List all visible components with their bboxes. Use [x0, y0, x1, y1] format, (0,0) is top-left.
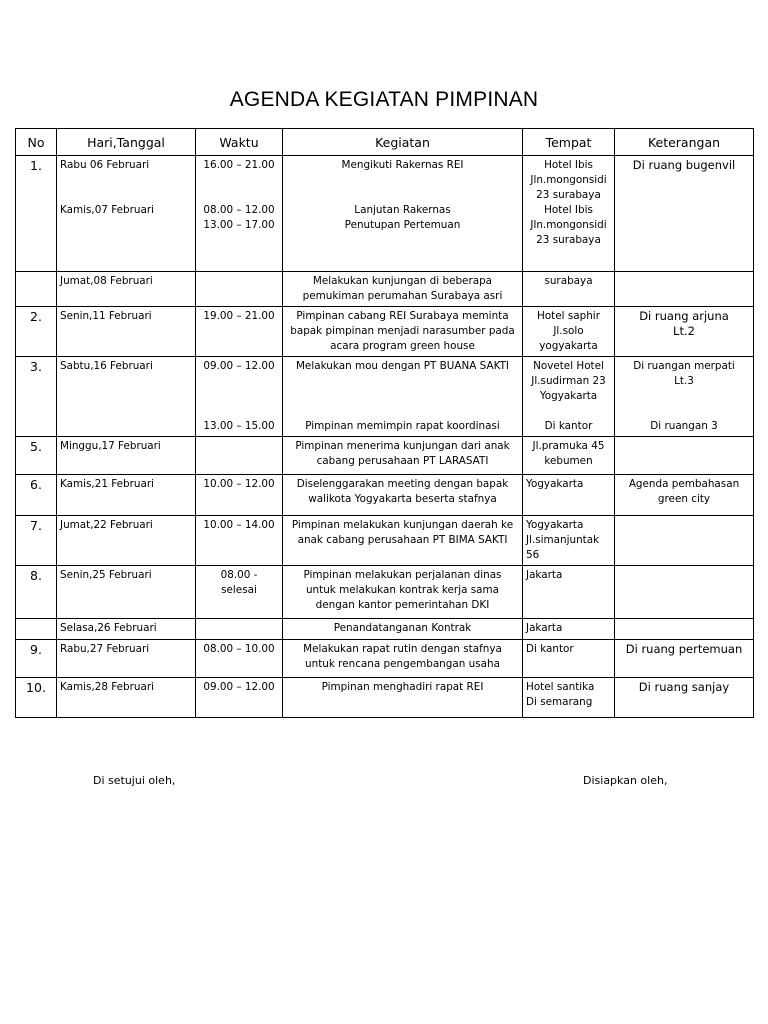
table-row [16, 357, 754, 437]
cell-line [286, 404, 519, 419]
table-row [16, 566, 754, 619]
cell-kegiatan [283, 678, 523, 718]
cell-line: Sabtu,16 Februari [60, 360, 153, 372]
cell-kegiatan [283, 156, 523, 272]
cell-line: 08.00 – 12.00 [203, 204, 275, 216]
cell-waktu [196, 566, 283, 619]
cell-line: Yogyakarta [526, 519, 584, 531]
cell-line: Pimpinan menerima kunjungan dari anak [295, 440, 510, 452]
cell-waktu [196, 516, 283, 566]
cell-line: Di kantor [526, 643, 574, 655]
cell-line [199, 374, 279, 389]
cell-line: Lt.3 [674, 375, 694, 387]
cell-hari-tanggal [57, 437, 196, 475]
cell-line: acara program green house [330, 340, 475, 352]
table-row [16, 640, 754, 678]
header-tempat: Tempat [523, 129, 615, 156]
cell-no: 3. [16, 357, 57, 437]
cell-hari-tanggal [57, 640, 196, 678]
cell-line: Senin,11 Februari [60, 310, 152, 322]
cell-line: Penandatanganan Kontrak [333, 622, 472, 634]
cell-line: 23 surabaya [536, 234, 601, 246]
cell-line: Pimpinan cabang REI Surabaya meminta [296, 310, 509, 322]
cell-line: Pimpinan melakukan kunjungan daerah ke [291, 519, 514, 531]
cell-kegiatan [283, 516, 523, 566]
cell-hari-tanggal [57, 566, 196, 619]
cell-line: Kamis,28 Februari [60, 681, 155, 693]
cell-kegiatan [283, 566, 523, 619]
cell-line: Di ruang arjuna [639, 309, 729, 323]
cell-tempat [523, 566, 615, 619]
cell-line: Lt.2 [673, 324, 695, 338]
cell-line: Di ruangan 3 [650, 420, 718, 432]
cell-tempat [523, 678, 615, 718]
cell-line: 08.00 – 10.00 [203, 643, 275, 655]
cell-line: 13.00 – 17.00 [203, 219, 275, 231]
cell-line: Melakukan kunjungan di beberapa [312, 275, 493, 287]
cell-line: 09.00 – 12.00 [203, 681, 275, 693]
cell-kegiatan [283, 307, 523, 357]
cell-line: Melakukan mou dengan PT BUANA SAKTI [295, 360, 510, 372]
cell-line: yogyakarta [539, 340, 598, 352]
cell-line: pemukiman perumahan Surabaya asri [302, 290, 503, 302]
cell-no: 1. [16, 156, 57, 272]
cell-line: Jakarta [526, 569, 563, 581]
cell-line: Jln.mongonsidi [530, 219, 607, 231]
cell-kegiatan [283, 640, 523, 678]
cell-no: 8. [16, 566, 57, 619]
cell-line: Melakukan rapat rutin dengan stafnya [303, 643, 502, 655]
cell-line [286, 389, 519, 404]
table-row [16, 475, 754, 516]
cell-line [526, 404, 611, 419]
cell-line: Yogyakarta [526, 478, 584, 490]
table-row [16, 516, 754, 566]
cell-line: Jumat,08 Februari [60, 275, 153, 287]
cell-waktu [196, 307, 283, 357]
cell-tempat [523, 640, 615, 678]
cell-waktu [196, 678, 283, 718]
cell-hari-tanggal [57, 272, 196, 307]
cell-hari-tanggal [57, 516, 196, 566]
cell-hari-tanggal [57, 307, 196, 357]
cell-line: Kamis,21 Februari [60, 478, 155, 490]
cell-waktu [196, 357, 283, 437]
cell-line: Di ruang sanjay [638, 680, 730, 694]
cell-line: 09.00 – 12.00 [203, 360, 275, 372]
cell-line: green city [657, 493, 711, 505]
cell-line: 10.00 – 14.00 [203, 519, 275, 531]
cell-line: Jln.mongonsidi [530, 174, 607, 186]
cell-line: Hotel Ibis [544, 204, 593, 216]
cell-line: Penutupan Pertemuan [344, 219, 461, 231]
cell-no: 10. [16, 678, 57, 718]
cell-kegiatan [283, 475, 523, 516]
cell-line: Novetel Hotel [533, 360, 604, 372]
cell-line: 08.00 - [220, 569, 258, 581]
cell-line: Hotel Ibis [544, 159, 593, 171]
cell-no: 9. [16, 640, 57, 678]
header-kegiatan: Kegiatan [283, 129, 523, 156]
cell-line [199, 188, 279, 203]
table-header-row [16, 129, 754, 156]
table-row [16, 437, 754, 475]
cell-line [60, 188, 192, 203]
cell-line: 19.00 – 21.00 [203, 310, 275, 322]
cell-no [16, 619, 57, 640]
cell-line: Jl.solo [553, 325, 584, 337]
cell-line: Mengikuti Rakernas REI [341, 159, 464, 171]
cell-kegiatan [283, 272, 523, 307]
cell-keterangan [615, 516, 754, 566]
cell-line: Pimpinan menghadiri rapat REI [321, 681, 484, 693]
cell-kegiatan [283, 437, 523, 475]
cell-line: Di semarang [526, 696, 593, 708]
cell-line: Lanjutan Rakernas [354, 204, 451, 216]
cell-line: Di ruang pertemuan [625, 642, 743, 656]
cell-no: 7. [16, 516, 57, 566]
table-row [16, 619, 754, 640]
cell-line [618, 404, 750, 419]
cell-waktu [196, 475, 283, 516]
cell-line [199, 173, 279, 188]
cell-keterangan [615, 475, 754, 516]
cell-kegiatan [283, 357, 523, 437]
cell-line: Pimpinan memimpin rapat koordinasi [305, 420, 500, 432]
cell-line [199, 404, 279, 419]
cell-line: Diselenggarakan meeting dengan bapak [296, 478, 509, 490]
header-waktu: Waktu [196, 129, 283, 156]
cell-waktu [196, 619, 283, 640]
cell-line: anak cabang perusahaan PT BIMA SAKTI [297, 534, 508, 546]
table-row [16, 272, 754, 307]
cell-line: 56 [526, 549, 540, 561]
table-row [16, 678, 754, 718]
cell-line [286, 188, 519, 203]
cell-tempat [523, 475, 615, 516]
cell-line: dengan kantor pemerintahan DKI [315, 599, 490, 611]
cell-keterangan [615, 566, 754, 619]
cell-waktu [196, 437, 283, 475]
cell-line: kebumen [544, 455, 593, 467]
cell-keterangan [615, 156, 754, 272]
cell-line: Rabu,27 Februari [60, 643, 150, 655]
table-row [16, 307, 754, 357]
cell-line: Yogyakarta [539, 390, 598, 402]
cell-line: Jl.sudirman 23 [531, 375, 606, 387]
cell-keterangan [615, 357, 754, 437]
cell-line: Jumat,22 Februari [60, 519, 153, 531]
header-keterangan: Keterangan [615, 129, 754, 156]
cell-line: Kamis,07 Februari [60, 204, 155, 216]
cell-line: untuk melakukan kontrak kerja sama [305, 584, 500, 596]
cell-line: bapak pimpinan menjadi narasumber pada [290, 325, 515, 337]
cell-line: surabaya [544, 275, 593, 287]
cell-line: 10.00 – 12.00 [203, 478, 275, 490]
cell-line: walikota Yogyakarta beserta stafnya [308, 493, 497, 505]
agenda-table [15, 128, 754, 718]
cell-keterangan [615, 272, 754, 307]
cell-line [286, 374, 519, 389]
cell-line: Pimpinan melakukan perjalanan dinas [303, 569, 502, 581]
cell-line: Di ruang bugenvil [632, 158, 736, 172]
cell-line: Jakarta [526, 622, 563, 634]
cell-line [286, 173, 519, 188]
cell-no: 2. [16, 307, 57, 357]
cell-hari-tanggal [57, 475, 196, 516]
cell-tempat [523, 307, 615, 357]
cell-line: Hotel saphir [537, 310, 600, 322]
cell-tempat [523, 619, 615, 640]
cell-line: 13.00 – 15.00 [203, 420, 275, 432]
cell-hari-tanggal [57, 678, 196, 718]
cell-no [16, 272, 57, 307]
cell-line: Di kantor [544, 420, 593, 432]
table-row [16, 156, 754, 272]
cell-hari-tanggal [57, 156, 196, 272]
cell-waktu [196, 272, 283, 307]
cell-line: Di ruangan merpati [633, 360, 735, 372]
cell-line: Senin,25 Februari [60, 569, 152, 581]
cell-line: 16.00 – 21.00 [203, 159, 275, 171]
cell-line: Minggu,17 Februari [60, 440, 161, 452]
cell-tempat [523, 272, 615, 307]
cell-no: 5. [16, 437, 57, 475]
cell-keterangan [615, 619, 754, 640]
header-hari-tanggal: Hari,Tanggal [57, 129, 196, 156]
cell-line: Agenda pembahasan [628, 478, 740, 490]
cell-line [199, 389, 279, 404]
header-no: No [16, 129, 57, 156]
cell-keterangan [615, 307, 754, 357]
cell-keterangan [615, 678, 754, 718]
cell-line: untuk rencana pengembangan usaha [305, 658, 500, 670]
approved-by-label: Di setujui oleh, [93, 774, 176, 787]
cell-line: cabang perusahaan PT LARASATI [316, 455, 489, 467]
cell-line: 23 surabaya [536, 189, 601, 201]
cell-line: Jl.pramuka 45 [532, 440, 605, 452]
cell-hari-tanggal [57, 357, 196, 437]
cell-line: Hotel santika [526, 681, 595, 693]
cell-hari-tanggal [57, 619, 196, 640]
cell-line: Selasa,26 Februari [60, 622, 157, 634]
cell-kegiatan [283, 619, 523, 640]
document-title: AGENDA KEGIATAN PIMPINAN [229, 88, 539, 111]
cell-tempat [523, 156, 615, 272]
cell-tempat [523, 516, 615, 566]
cell-keterangan [615, 640, 754, 678]
cell-no: 6. [16, 475, 57, 516]
cell-keterangan [615, 437, 754, 475]
cell-line [60, 173, 192, 188]
cell-line: selesai [221, 584, 257, 596]
cell-waktu [196, 156, 283, 272]
cell-line: Jl.simanjuntak [526, 534, 600, 546]
cell-waktu [196, 640, 283, 678]
cell-line [618, 389, 750, 404]
cell-tempat [523, 357, 615, 437]
prepared-by-label: Disiapkan oleh, [583, 774, 668, 787]
cell-tempat [523, 437, 615, 475]
cell-line: Rabu 06 Februari [60, 159, 150, 171]
